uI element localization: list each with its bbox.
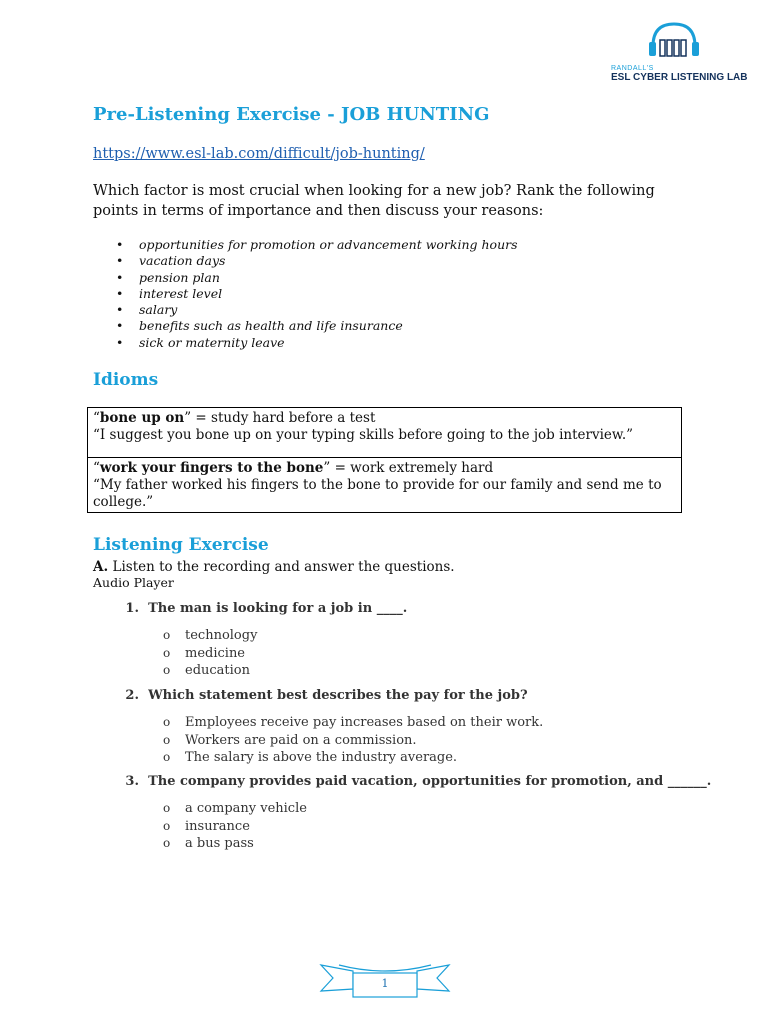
answer-option[interactable]: o The salary is above the industry average.	[185, 749, 543, 767]
list-item: • benefits such as health and life insurance	[139, 318, 518, 334]
list-item: • vacation days	[139, 253, 518, 269]
idiom-example: “I suggest you bone up on your typing skills before going to the job interview.”	[93, 427, 634, 443]
list-item: • pension plan	[139, 270, 518, 286]
answer-option[interactable]: o a bus pass	[185, 835, 307, 853]
question-number: 3.	[125, 774, 139, 789]
quote-mark: “	[93, 410, 100, 426]
question-3-options	[185, 800, 307, 853]
list-item: • sick or maternity leave	[139, 335, 518, 351]
instruction-letter: A.	[93, 559, 109, 575]
idiom-definition	[93, 460, 681, 477]
idiom-box	[87, 457, 682, 513]
answer-option[interactable]: o Employees receive pay increases based on their work.	[185, 714, 543, 732]
idiom-box	[87, 407, 682, 458]
quote-mark: “	[93, 460, 100, 476]
question-text: The company provides paid vacation, opportunities for promotion, and ______.	[148, 774, 712, 789]
page-title: Pre-Listening Exercise - JOB HUNTING	[93, 104, 490, 125]
source-link[interactable]: https://www.esl-lab.com/difficult/job-hunting/	[93, 146, 425, 162]
intro-paragraph: Which factor is most crucial when looking for a new job? Rank the following points in terms of importance and then discuss your reasons:	[93, 183, 655, 219]
factors-list	[93, 237, 518, 351]
question-1-options	[185, 627, 257, 680]
idiom-meaning: ” = work extremely hard	[323, 460, 494, 476]
headphones-books-icon	[603, 18, 721, 64]
page-number-ribbon	[319, 961, 451, 999]
answer-option[interactable]: o a company vehicle	[185, 800, 307, 818]
idiom-example: “My father worked his fingers to the bone to provide for our family and send me to college.”	[93, 477, 662, 510]
question-number: 1.	[125, 601, 139, 616]
question-2-options	[185, 714, 543, 767]
question-1	[93, 601, 407, 616]
question-text: Which statement best describes the pay for the job?	[148, 688, 528, 703]
list-item: • opportunities for promotion or advancement working hours	[139, 237, 518, 253]
answer-option[interactable]: o medicine	[185, 645, 257, 663]
answer-option[interactable]: o education	[185, 662, 257, 680]
answer-option[interactable]: o Workers are paid on a commission.	[185, 732, 543, 750]
instruction-text: Listen to the recording and answer the questions.	[108, 559, 455, 575]
answer-option[interactable]: o technology	[185, 627, 257, 645]
question-3	[93, 774, 711, 789]
listening-heading: Listening Exercise	[93, 535, 269, 555]
esl-lab-logo	[603, 18, 748, 83]
idiom-definition	[93, 410, 681, 427]
idiom-phrase: work your fingers to the bone	[99, 460, 324, 476]
answer-option[interactable]: o insurance	[185, 818, 307, 836]
logo-big-text: ESL CYBER LISTENING LAB	[611, 72, 748, 83]
instruction	[93, 559, 455, 575]
idiom-meaning: ” = study hard before a test	[184, 410, 376, 426]
question-text: The man is looking for a job in ____.	[148, 601, 408, 616]
list-item: • interest level	[139, 286, 518, 302]
list-item: • salary	[139, 302, 518, 318]
idiom-phrase: bone up on	[99, 410, 185, 426]
audio-player-label[interactable]: Audio Player	[93, 575, 174, 590]
logo-small-text: RANDALL'S	[611, 65, 654, 72]
page-number: 1	[381, 977, 389, 990]
idioms-heading: Idioms	[93, 370, 159, 390]
question-2	[93, 688, 528, 703]
question-number: 2.	[125, 688, 139, 703]
